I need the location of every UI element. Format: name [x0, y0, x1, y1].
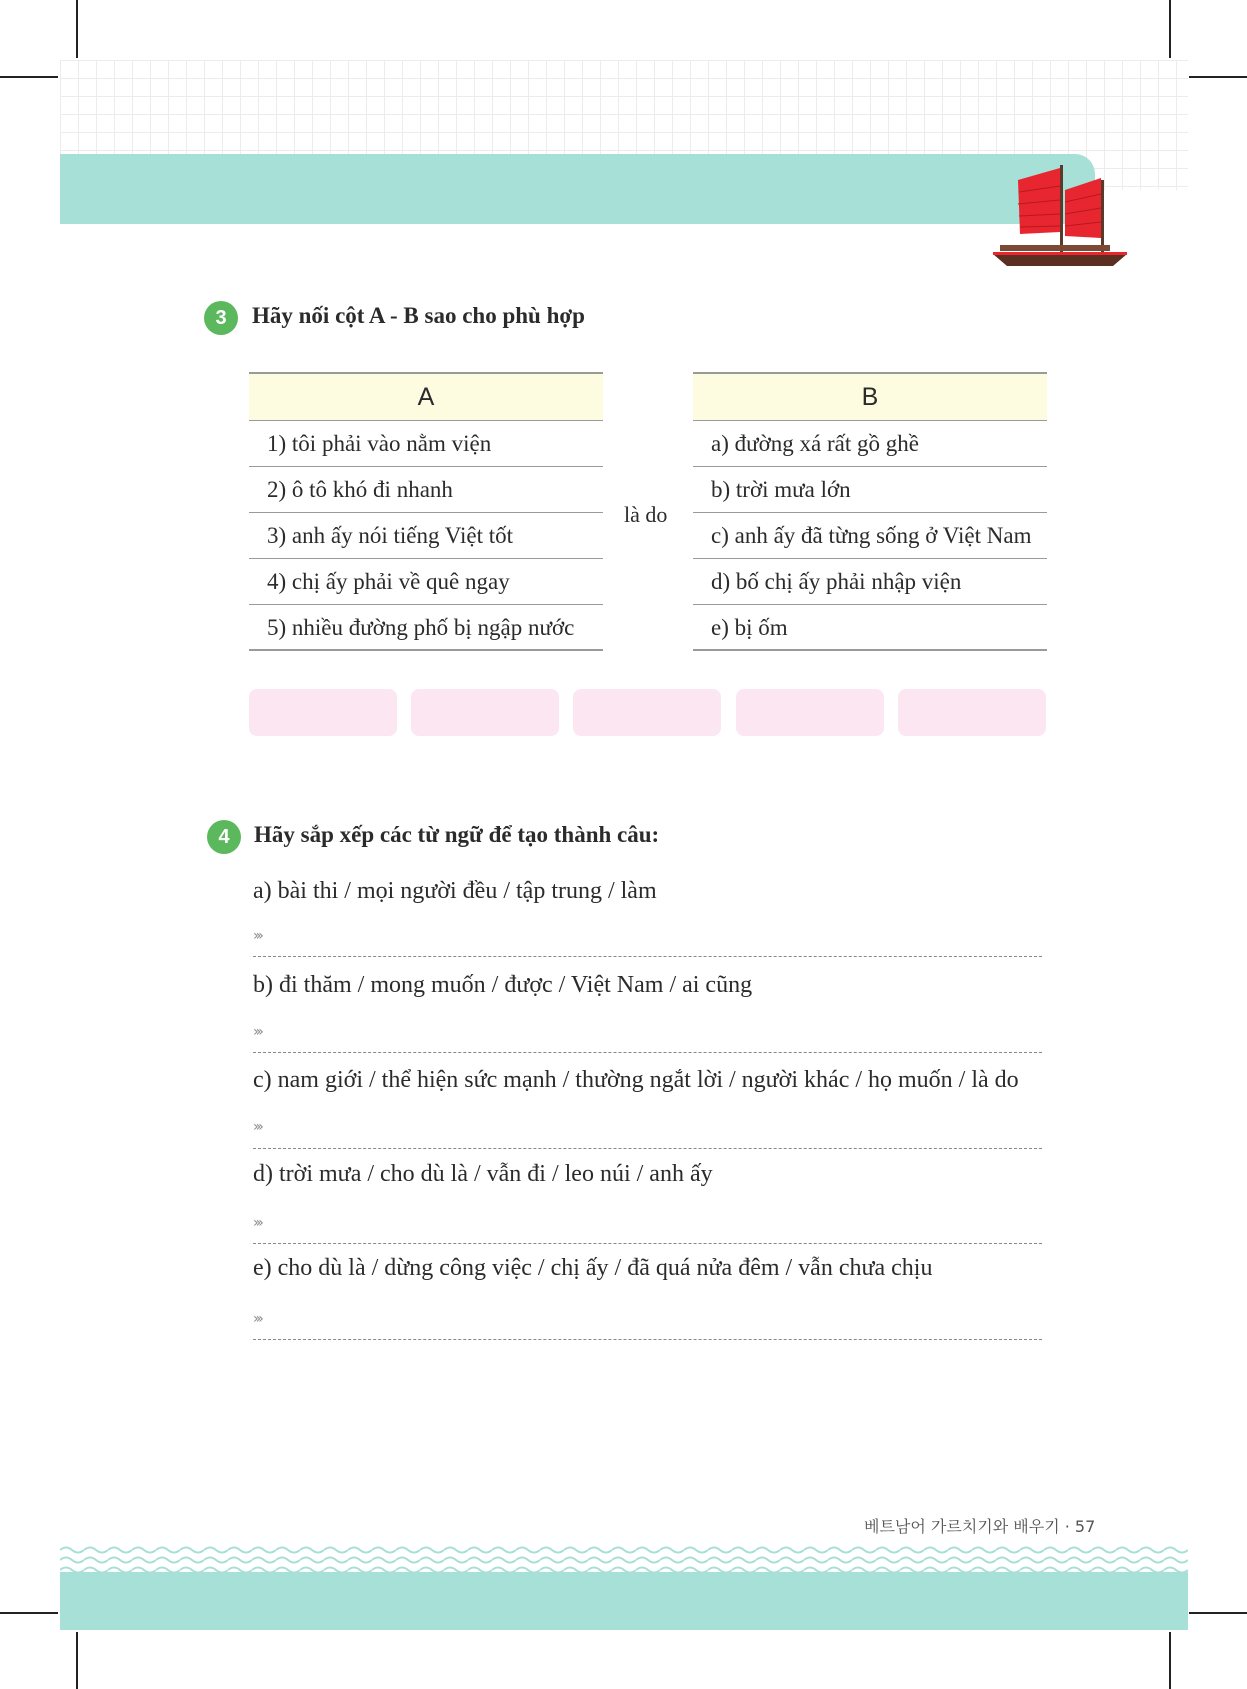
column-b-header: B: [693, 372, 1047, 421]
crop-mark: [0, 76, 58, 78]
exercise-3-title: Hãy nối cột A - B sao cho phù hợp: [252, 303, 585, 328]
column-a-item: 4) chị ấy phải về quê ngay: [249, 559, 603, 605]
page-footer: [864, 1514, 1095, 1537]
answer-line[interactable]: [253, 1148, 1042, 1149]
connector-label: là do: [624, 502, 668, 527]
exercise-4-badge: 4: [207, 820, 241, 854]
answer-box[interactable]: [573, 689, 721, 736]
crop-mark: [1189, 1612, 1247, 1614]
column-b-item: b) trời mưa lớn: [693, 467, 1047, 513]
sentence-item: d) trời mưa / cho dù là / vẫn đi / leo núi / anh ấy: [253, 1161, 713, 1187]
crop-mark: [76, 0, 78, 58]
wave-pattern: [60, 1545, 1188, 1575]
answer-box[interactable]: [736, 689, 884, 736]
answer-line[interactable]: [253, 1243, 1042, 1244]
sentence-item: a) bài thi / mọi người đều / tập trung / làm: [253, 878, 657, 904]
crop-mark: [1169, 1632, 1171, 1689]
column-a-header: A: [249, 372, 603, 421]
header-band: [60, 154, 1095, 224]
answer-box[interactable]: [249, 689, 397, 736]
column-a-item: 1) tôi phải vào nằm viện: [249, 421, 603, 467]
answer-line[interactable]: [253, 1339, 1042, 1340]
column-a-item: 5) nhiều đường phố bị ngập nước: [249, 605, 603, 651]
crop-mark: [1189, 76, 1247, 78]
answer-arrow-icon: ›››: [253, 928, 261, 944]
footer-band: [60, 1572, 1188, 1630]
column-b-item: d) bố chị ấy phải nhập viện: [693, 559, 1047, 605]
exercise-4-title: Hãy sắp xếp các từ ngữ để tạo thành câu:: [254, 822, 660, 847]
crop-mark: [76, 1632, 78, 1689]
column-b-table: [693, 372, 1047, 651]
sentence-item: c) nam giới / thể hiện sức mạnh / thường ngắt lời / người khác / họ muốn / là do: [253, 1067, 1019, 1093]
answer-line[interactable]: [253, 1052, 1042, 1053]
column-a-item: 2) ô tô khó đi nhanh: [249, 467, 603, 513]
sentence-item: e) cho dù là / dừng công việc / chị ấy / đã quá nửa đêm / vẫn chưa chịu: [253, 1255, 933, 1281]
crop-mark: [0, 1612, 58, 1614]
column-b-item: c) anh ấy đã từng sống ở Việt Nam: [693, 513, 1047, 559]
sentence-item: b) đi thăm / mong muốn / được / Việt Nam / ai cũng: [253, 972, 753, 998]
answer-arrow-icon: ›››: [253, 1024, 261, 1040]
answer-arrow-icon: ›››: [253, 1215, 261, 1231]
exercise-3-badge: 3: [204, 301, 238, 335]
answer-line[interactable]: [253, 956, 1042, 957]
column-b-item: e) bị ốm: [693, 605, 1047, 651]
answer-arrow-icon: ›››: [253, 1119, 261, 1135]
book-title: 베트남어 가르치기와 배우기 ·: [864, 1517, 1070, 1536]
crop-mark: [1169, 0, 1171, 58]
answer-box[interactable]: [898, 689, 1046, 736]
answer-arrow-icon: ›››: [253, 1311, 261, 1327]
column-a-item: 3) anh ấy nói tiếng Việt tốt: [249, 513, 603, 559]
column-b-item: a) đường xá rất gồ ghề: [693, 421, 1047, 467]
answer-box[interactable]: [411, 689, 559, 736]
column-a-table: [249, 372, 603, 651]
page-number: 57: [1074, 1517, 1096, 1536]
junk-boat-illustration: [985, 160, 1130, 270]
